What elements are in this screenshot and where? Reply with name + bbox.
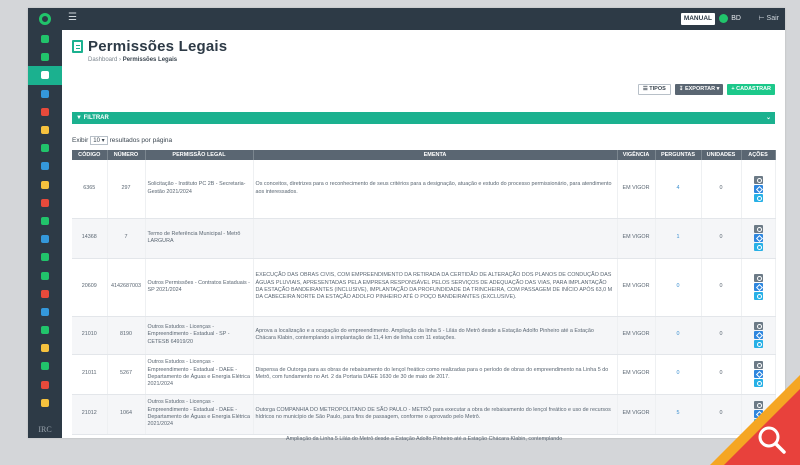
sidebar-item-users[interactable] [28,48,62,66]
page-length-prefix: Exibir [72,137,89,144]
column-header-permissao[interactable]: PERMISSÃO LEGAL [145,150,253,160]
table-row [72,218,775,258]
view-icon[interactable] [754,225,763,233]
sidebar-item-files[interactable] [28,394,62,412]
table-header-row [72,150,775,160]
edit-icon[interactable] [754,185,763,193]
file-icon [41,399,49,407]
cell-numero: 297 [107,160,145,218]
sidebar-item-calendar[interactable] [28,212,62,230]
cell-codigo: 14368 [72,218,107,258]
dashboard-icon [41,35,49,43]
cell-codigo: 6365 [72,160,107,218]
filter-panel-toggle[interactable] [72,112,775,124]
add-button[interactable]: + CADASTRAR [727,84,775,95]
cell-permissao: Outros Estudos - Licenças - Empreendimento - Estadual - SP - CETESB 64919/20 [145,316,253,354]
filter-icon: ▼ [76,115,82,121]
view-icon[interactable] [754,322,763,330]
cell-unidades: 0 [701,354,741,394]
column-header-numero[interactable]: NÚMERO [107,150,145,160]
cell-numero: 7 [107,218,145,258]
cell-ementa: Outorga COMPANHIA DO METROPOLITANO DE SÃO PAULO - METRÔ para executar a obra de rebaixamento do lençol freático e uso de recursos hídricos no município de São Paulo, para fins de passagem, conforme o aprovado pelo Metrô. [253,394,617,434]
view-icon[interactable] [754,361,763,369]
calendar-icon [41,217,49,225]
cell-ementa: Dispensa de Outorga para as obras de rebaixamento do lençol freático como realizadas para o período de obras do empreendimento na Linha 5 do Metrô, com fundamento no Art. 2 da Portaria DAEE 1630 de 30 de maio de 2017. [253,354,617,394]
tools-icon [41,90,49,98]
help-icon[interactable] [754,194,763,202]
help-icon[interactable] [754,340,763,348]
cell-permissao: Outros Estudos - Licenças - Empreendimento - Estadual - DAEE - Departamento de Águas e Energia Elétrica 2021/2024 [145,354,253,394]
cell-vigencia: EM VIGOR [617,218,655,258]
cell-perguntas[interactable]: 4 [655,160,701,218]
edit-icon[interactable] [754,283,763,291]
sidebar-item-tags[interactable] [28,176,62,194]
add-label: CADASTRAR [736,86,771,92]
cell-perguntas[interactable]: 1 [655,218,701,258]
audit-icon [41,362,49,370]
column-header-perguntas[interactable]: PERGUNTAS [655,150,701,160]
document-icon [41,71,49,79]
cell-vigencia: EM VIGOR [617,394,655,434]
sidebar-item-tools[interactable] [28,85,62,103]
table-row [72,316,775,354]
cell-actions [741,218,775,258]
sidebar-menu [28,30,62,412]
users-icon [41,53,49,61]
page-length-control [72,136,172,145]
group-icon [41,108,49,116]
page-length-suffix: resultados por página [109,137,173,144]
building-icon [41,272,49,280]
sidebar-item-settings[interactable] [28,303,62,321]
cell-codigo: 21011 [72,354,107,394]
column-header-codigo[interactable]: CÓDIGO [72,150,107,160]
cell-vigencia: EM VIGOR [617,258,655,316]
sidebar-item-groups[interactable] [28,103,62,121]
export-label: EXPORTAR [684,86,716,92]
help-icon[interactable] [754,243,763,251]
list-icon [41,199,49,207]
cell-perguntas[interactable]: 0 [655,316,701,354]
sidebar-item-eye[interactable] [28,285,62,303]
cell-vigencia: EM VIGOR [617,160,655,218]
column-header-unidades[interactable]: UNIDADES [701,150,741,160]
sidebar [28,8,62,438]
column-header-acoes: AÇÕES [741,150,775,160]
sidebar-item-list[interactable] [28,194,62,212]
app-logo[interactable] [28,8,62,30]
cell-ementa [253,218,617,258]
table-row [72,258,775,316]
key-icon [41,126,49,134]
cell-actions [741,316,775,354]
status-dot-icon [719,14,728,23]
logout-label: Sair [766,15,779,22]
cell-vigencia: EM VIGOR [617,316,655,354]
cell-actions [741,160,775,218]
cell-numero: 8190 [107,316,145,354]
cell-numero: 5267 [107,354,145,394]
help-icon[interactable] [754,292,763,300]
sidebar-footer-logo: IRC [38,425,52,434]
gear-icon [41,308,49,316]
search-corner-badge[interactable] [710,375,800,465]
cell-unidades: 0 [701,394,741,434]
top-bar [62,8,785,30]
sidebar-item-reports[interactable] [28,139,62,157]
page-length-select[interactable]: 10 ▾ [90,136,107,145]
cell-unidades: 0 [701,258,741,316]
breadcrumb-separator: › [119,57,123,63]
cell-unidades: 0 [701,160,741,218]
globe-icon [41,253,49,261]
export-button[interactable]: ↧ EXPORTAR ▾ [675,84,724,95]
chevron-down-icon: ⌄ [765,115,771,121]
team-icon [41,162,49,170]
cell-perguntas[interactable]: 5 [655,394,701,434]
cell-actions [741,258,775,316]
tipos-button[interactable]: ☰ TIPOS [638,84,671,95]
cell-permissao: Termo de Referência Municipal - Metrô LARGURA [145,218,253,258]
cell-numero: 1064 [107,394,145,434]
sidebar-item-flow[interactable] [28,339,62,357]
environment-label: BD [731,15,741,22]
cell-unidades: 0 [701,218,741,258]
column-header-vigencia[interactable]: VIGÊNCIA [617,150,655,160]
sidebar-item-profile[interactable] [28,376,62,394]
sidebar-item-charts[interactable] [28,230,62,248]
table-row [72,394,775,434]
table-row [72,160,775,218]
sidebar-item-location[interactable] [28,321,62,339]
action-toolbar [638,84,775,95]
permissions-table [72,150,776,435]
environment-indicator[interactable] [719,14,741,23]
flow-icon [41,344,49,352]
breadcrumb [88,57,227,63]
edit-icon[interactable] [754,331,763,339]
logout-link[interactable] [758,14,779,22]
tag-icon [41,181,49,189]
cell-permissao: Outros Permissões - Contratos Estaduais - SP 2021/2024 [145,258,253,316]
tipos-label: TIPOS [649,86,666,92]
manual-button[interactable]: MANUAL [681,13,715,25]
cell-ementa: Os conceitos, diretrizes para o reconhecimento de seus critérios para a designação, atuação e estudo do processo permissionário, para atendimento aos interessados. [253,160,617,218]
app-window [28,8,785,442]
cell-perguntas[interactable]: 0 [655,258,701,316]
cell-permissao: Solicitação - Instituto PC 2B - Secretaria-Gestão 2021/2024 [145,160,253,218]
page-header [72,38,227,63]
page-title: Permissões Legais [88,38,228,55]
breadcrumb-root[interactable]: Dashboard [88,57,118,63]
cell-perguntas[interactable]: 0 [655,354,701,394]
sidebar-item-keys[interactable] [28,121,62,139]
breadcrumb-current: Permissões Legais [122,57,178,63]
cell-ementa: EXECUÇÃO DAS OBRAS CIVIS, COM EMPREENDIMENTO DA RETIRADA DA CERTIDÃO DE ALTERAÇÃO DOS PLANOS DE CONDUÇÃO DAS ÁGUAS PLUVIAIS, APRESENTADAS PELA EMPRESA RESPONSÁVEL PELOS SERVIÇOS DE ADEQUAÇÃO DAS VIAS, PARA IMPLANTAÇÃO DA ESTAÇÃO BANDEIRANTES (INCLUSIVE), IMPLANTAÇÃO DA PROFUNDIDADE DA TRINCHEIRA, COM PASSAGEM DE INÍCIO APÓS 63,0 M DA CABECEIRA NORTE DA ESTAÇÃO ADOLFO PINHEIRO ATÉ O POÇO BANDEIRANTES (EXCLUSIVE). [253,258,617,316]
cell-numero: 4142687003 [107,258,145,316]
cell-permissao: Outros Estudos - Licenças - Empreendimento - Estadual - DAEE - Departamento de Águas e Energia Elétrica 2021/2024 [145,394,253,434]
column-header-ementa[interactable]: EMENTA [253,150,617,160]
sidebar-item-audit[interactable] [28,357,62,375]
sidebar-item-building[interactable] [28,266,62,284]
chart-icon [41,235,49,243]
filter-label: FILTRAR [83,115,109,121]
eye-icon [41,290,49,298]
logout-icon: ⊢ [758,15,765,22]
cell-codigo: 21012 [72,394,107,434]
report-icon [41,144,49,152]
map-pin-icon [41,326,49,334]
cell-ementa: Aprova a localização e a ocupação do empreendimento. Ampliação da linha 5 - Lilás do Metrô desde a Estação Adolfo Pinheiro até a Estação Chácara Klabin, contemplando a implantação de 11,4 km de linha com 11 estações. [253,316,617,354]
hamburger-icon[interactable]: ☰ [68,12,77,23]
cell-codigo: 21010 [72,316,107,354]
view-icon[interactable] [754,176,763,184]
sidebar-item-globe[interactable] [28,248,62,266]
view-icon[interactable] [754,274,763,282]
cell-unidades: 0 [701,316,741,354]
sidebar-item-team[interactable] [28,157,62,175]
user-icon [41,381,49,389]
sidebar-item-permissions[interactable] [28,66,62,84]
document-edit-icon [72,40,83,53]
sidebar-item-dashboard[interactable] [28,30,62,48]
table-row [72,354,775,394]
cell-vigencia: EM VIGOR [617,354,655,394]
edit-icon[interactable] [754,234,763,242]
cell-codigo: 20609 [72,258,107,316]
page-title-row [72,38,227,55]
partial-row-text: Ampliação da Linha 5 Lilás do Metrô desde a Estação Adolfo Pinheiro até a Estação Chácara Klabin, contemplando [286,436,563,442]
